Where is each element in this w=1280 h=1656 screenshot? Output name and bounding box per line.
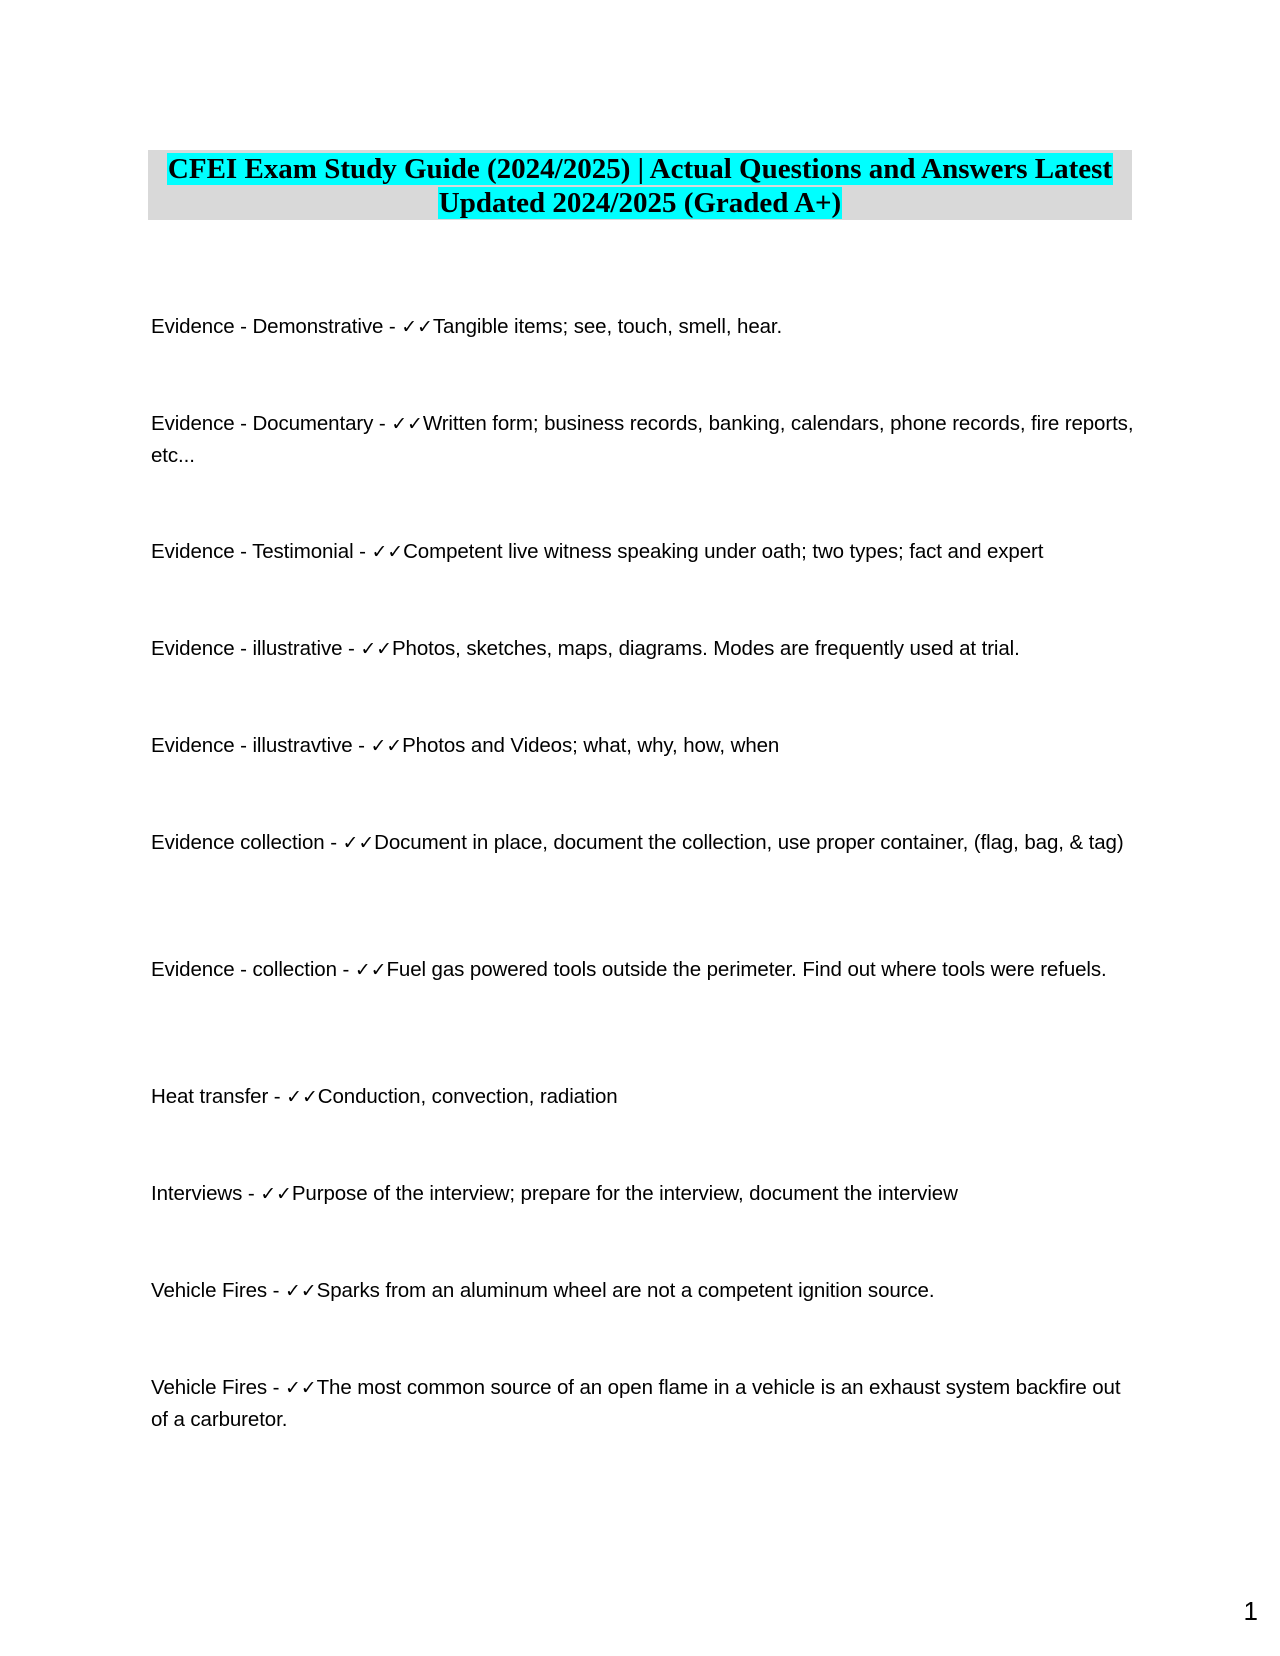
check-icon: ✓✓ <box>260 1183 292 1205</box>
entry-answer: Photos, sketches, maps, diagrams. Modes are frequently used at trial. <box>391 637 1020 660</box>
check-icon: ✓✓ <box>284 1280 317 1302</box>
check-icon: ✓✓ <box>401 316 433 338</box>
entry-answer: Fuel gas powered tools outside the perimeter. Find out where tools were refuels. <box>386 958 1107 981</box>
entry-term: Evidence - illustravtive <box>151 734 353 757</box>
entry-answer: Competent live witness speaking under oath; two types; fact and expert <box>403 540 1044 563</box>
entry-answer: Tangible items; see, touch, smell, hear. <box>432 315 783 338</box>
entry-term: Evidence - collection <box>151 958 337 981</box>
flashcard-entry: Evidence - Documentary - ✓✓Written form; business records, banking, calendars, phone records, fire reports, etc... <box>151 412 1134 467</box>
entry-term: Evidence collection <box>151 831 325 854</box>
entry-term: Evidence - Documentary <box>151 412 374 435</box>
entry-term: Vehicle Fires <box>151 1279 268 1302</box>
check-icon: ✓✓ <box>284 1377 317 1399</box>
entry-answer: The most common source of an open flame in a vehicle is an exhaust system backfire out of a carburetor. <box>151 1376 1121 1431</box>
entry-answer: Conduction, convection, radiation <box>317 1085 618 1108</box>
document-title <box>148 150 1132 220</box>
flashcard-entry: Evidence - Demonstrative - ✓✓Tangible items; see, touch, smell, hear. <box>151 315 783 338</box>
flashcard-entry: Evidence - illustravtive - ✓✓Photos and Videos; what, why, how, when <box>151 734 780 757</box>
flashcard-entry: Vehicle Fires - ✓✓Sparks from an aluminum wheel are not a competent ignition source. <box>151 1279 935 1302</box>
check-icon: ✓✓ <box>360 638 392 660</box>
flashcard-entry: Evidence - collection - ✓✓Fuel gas powered tools outside the perimeter. Find out where tools were refuels. <box>151 958 1107 981</box>
title-line-2: Updated 2024/2025 (Graded A+) <box>438 187 842 219</box>
title-line-1: CFEI Exam Study Guide (2024/2025) | Actual Questions and Answers Latest <box>167 153 1113 185</box>
flashcard-entry: Evidence collection - ✓✓Document in place, document the collection, use proper container, (flag, bag, & tag) <box>151 831 1124 854</box>
check-icon: ✓✓ <box>354 959 387 981</box>
entry-answer: Document in place, document the collection, use proper container, (flag, bag, & tag) <box>374 831 1124 854</box>
check-icon: ✓✓ <box>286 1086 318 1108</box>
entry-answer: Sparks from an aluminum wheel are not a competent ignition source. <box>316 1279 935 1302</box>
flashcard-entry: Evidence - illustrative - ✓✓Photos, sketches, maps, diagrams. Modes are frequently used at trial. <box>151 637 1020 660</box>
flashcard-entry: Evidence - Testimonial - ✓✓Competent live witness speaking under oath; two types; fact and expert <box>151 540 1044 563</box>
page-number: 1 <box>1243 1596 1258 1626</box>
entry-term: Vehicle Fires <box>151 1376 268 1399</box>
check-icon: ✓✓ <box>342 832 375 854</box>
entry-term: Heat transfer <box>151 1085 269 1108</box>
entry-answer: Photos and Videos; what, why, how, when <box>402 734 780 757</box>
flashcard-entry: Interviews - ✓✓Purpose of the interview; prepare for the interview, document the interview <box>151 1182 958 1205</box>
flashcard-entry: Heat transfer - ✓✓Conduction, convection, radiation <box>151 1085 618 1108</box>
entry-term: Interviews <box>151 1182 243 1205</box>
check-icon: ✓✓ <box>371 541 404 563</box>
entry-term: Evidence - Testimonial <box>151 540 354 563</box>
entry-term: Evidence - Demonstrative <box>151 315 384 338</box>
entry-answer: Written form; business records, banking, calendars, phone records, fire reports, etc... <box>151 412 1134 467</box>
entry-term: Evidence - illustrative <box>151 637 343 660</box>
check-icon: ✓✓ <box>370 735 403 757</box>
flashcard-entry: Vehicle Fires - ✓✓The most common source of an open flame in a vehicle is an exhaust system backfire out of a carburetor. <box>151 1376 1121 1431</box>
check-icon: ✓✓ <box>391 413 423 435</box>
entry-answer: Purpose of the interview; prepare for the interview, document the interview <box>291 1182 958 1205</box>
